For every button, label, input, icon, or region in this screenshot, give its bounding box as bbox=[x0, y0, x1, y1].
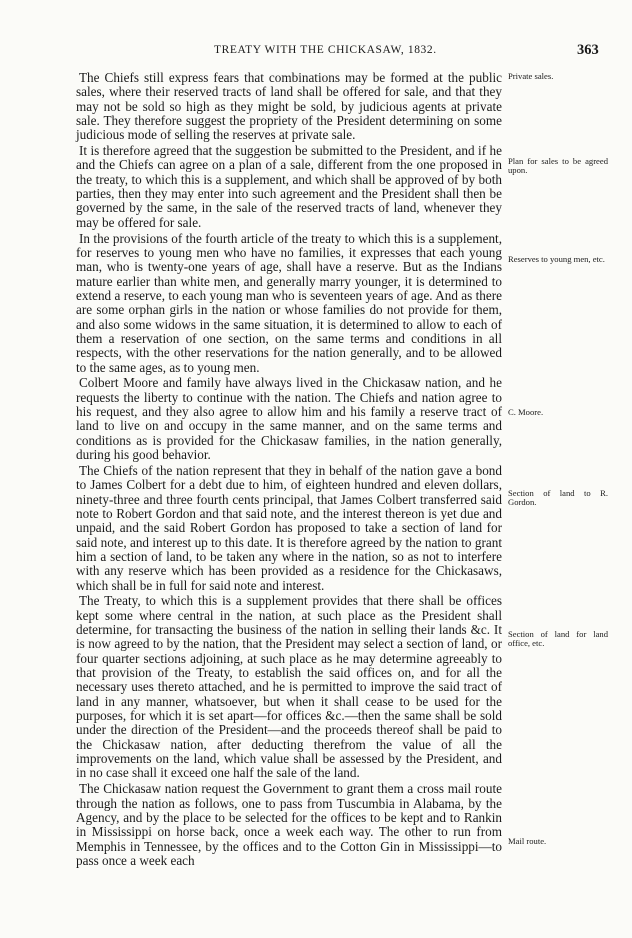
margin-note-land-office: Section of land for land office, etc. bbox=[508, 629, 608, 648]
body-text bbox=[76, 71, 502, 870]
paragraph-robert-gordon: The Chiefs of the nation represent that they in behalf of the nation gave a bond to James Colbert for a debt due to him, of eighteen hundred and eleven dollars, ninety-three and three fourth cents principal, that James Colbert transferred said note to Robert Gordon and that said note, and the interest thereon is yet due and unpaid, and the said Robert Gordon has proposed to take a section of land for said note, and interest up to this date. It is therefore agreed by the nation to grant him a section of land, to be taken any where in the nation, so as not to interfere with any reserve which has been provided as a residence for the Chickasaws, which shall be in full for said note and interest. bbox=[76, 462, 502, 593]
margin-note-c-moore: C. Moore. bbox=[508, 407, 544, 417]
paragraph-young-men-reserves: In the provisions of the fourth article of the treaty to which this is a supplement, for reserves to young men who have no families, it expresses that each young man, who is twenty-one years of age, shall have a reserve. But as the Indians mature earlier than white men, and generally marry younger, it is determined to extend a reserve, to each young man who is seventeen years of age. And as there are some orphan girls in the nation or whose families do not provide for them, and also some widows in the same situation, it is determined to allow to each of them a reservation of one section, on the same terms and conditions in all respects, with the other reservations for the nation generally, and to be allowed to the same ages, as to young men. bbox=[76, 230, 502, 375]
paragraph-sale-plan: It is therefore agreed that the suggestion be submitted to the President, and if he and the Chiefs can agree on a plan of a sale, different from the one proposed in the treaty, to which this is a supplement, and which shall be approved of by both parties, then they may enter into such agreement and the President shall then be governed by the same, in the sale of the reserved tracts of land, whenever they may be offered for sale. bbox=[76, 143, 502, 230]
margin-note-r-gordon: Section of land to R. Gordon. bbox=[508, 488, 608, 507]
paragraph-land-office: The Treaty, to which this is a supplement provides that there shall be offices kept some where central in the nation, at such place as the President shall determine, for transacting the business of the nation in selling their lands &c. It is now agreed to by the nation, that the President may select a section of land, or four quarter sections adjoining, at such place as he may determine agreeably to that provision of the Treaty, to establish the said offices on, and for all the necessary uses thereto attached, and he is permitted to improve the said tract of land in any manner, whatsoever, but when it shall cease to be used for the purposes, for which it is set apart—for offices &c.—then the same shall be sold under the direction of the President—and the proceeds thereof shall be paid to the Chickasaw nation, after deducting therefrom the value of all the improvements on the land, which value shall be assessed by the President, and in no case shall it exceed one half the sale of the land. bbox=[76, 593, 502, 781]
margin-note-private-sales: Private sales. bbox=[508, 71, 554, 81]
running-title: TREATY WITH THE CHICKASAW, 1832. bbox=[214, 44, 437, 56]
page-number: 363 bbox=[577, 42, 599, 58]
page-header bbox=[0, 44, 632, 64]
margin-note-young-men: Reserves to young men, etc. bbox=[508, 254, 605, 264]
paragraph-colbert-moore: Colbert Moore and family have always lived in the Chickasaw nation, and he requests the liberty to continue with the nation. The Chiefs and nation agree to his request, and they also agree to allow him and his family a reserve tract of land to live on and occupy in the same manner, and on the same terms and conditions as is provided for the Chickasaw families, in the nation generally, during his good behavior. bbox=[76, 375, 502, 463]
margin-note-mail-route: Mail route. bbox=[508, 836, 547, 846]
paragraph-mail-route: The Chickasaw nation request the Government to grant them a cross mail route through the nation as follows, one to pass from Tuscumbia in Alabama, by the Agency, and by the place to be selected for the offices to be kept and to Rankin in Mississippi on horse back, once a week each way. The other to run from Memphis in Tennessee, by the offices and to the Cotton Gin in Mississippi—to pass once a week each bbox=[76, 781, 502, 868]
margin-note-sale-plan: Plan for sales to be agreed upon. bbox=[508, 156, 608, 175]
paragraph-private-sales: The Chiefs still express fears that combinations may be formed at the public sales, where their reserved tracts of land shall be offered for sale, and that they may not be sold so high as they might be sold, by judicious agents at private sale. They therefore suggest the propriety of the President determining on some judicious mode of selling the reserves at private sale. bbox=[76, 70, 502, 143]
